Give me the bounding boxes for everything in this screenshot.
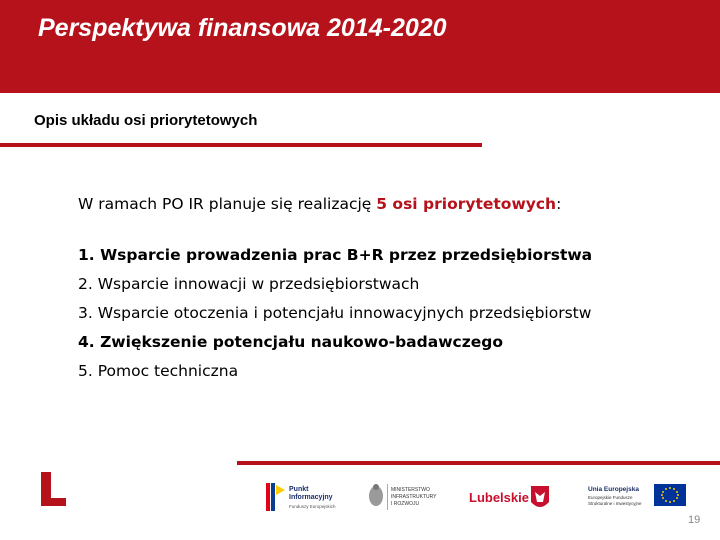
ministry-line1: MINISTERSTWO [391,487,430,493]
punkt-informacyjny-logo [265,480,355,516]
ministry-logo [366,480,454,516]
section-subtitle: Opis układu osi priorytetowych [34,112,258,129]
intro-prefix: W ramach PO IR planuje się realizację [78,195,377,213]
pi-line1: Punkt [289,486,309,493]
eu-logo [587,480,687,516]
deer-crest-icon [531,486,549,507]
ministry-line3: I ROZWOJU [391,501,420,507]
subtitle-divider [0,143,482,147]
eu-flag-icon [654,484,686,506]
lubelskie-text: Lubelskie [469,490,529,505]
pi-line2: Informacyjny [289,494,333,501]
axis-item-5: 5. Pomoc techniczna [78,362,239,380]
eu-line1: Unia Europejska [588,486,639,493]
footer-divider [237,461,720,465]
axis-item-1: 1. Wsparcie prowadzenia prac B+R przez przedsiębiorstwa [78,246,593,264]
l-logo-icon [38,470,68,508]
content-area [78,195,678,386]
axis-item-4: 4. Zwiększenie potencjału naukowo-badawczego [78,333,503,351]
pi-bar-red [266,483,270,511]
lubelskie-logo [468,480,553,516]
intro-suffix: : [556,195,562,213]
eu-line2: Europejskie Fundusze [588,495,633,500]
axis-item-2: 2. Wsparcie innowacji w przedsiębiorstwach [78,275,420,293]
pi-line3: Funduszy Europejskich [289,504,336,509]
page-number: 19 [688,514,701,526]
header-bar [0,0,720,93]
pi-star-icon [276,485,285,495]
eu-line3: Strukturalne i Inwestycyjne [588,501,642,506]
eagle-icon [369,484,383,506]
axis-item-3: 3. Wsparcie otoczenia i potencjału innowacyjnych przedsiębiorstw [78,304,592,322]
page-title: Perspektywa finansowa 2014-2020 [38,14,447,42]
ministry-line2: INFRASTRUKTURY [391,494,437,500]
priority-axes-list [78,241,678,386]
intro-highlight: 5 osi priorytetowych [376,195,557,213]
intro-text [78,195,678,213]
pi-bar-blue [271,483,275,511]
